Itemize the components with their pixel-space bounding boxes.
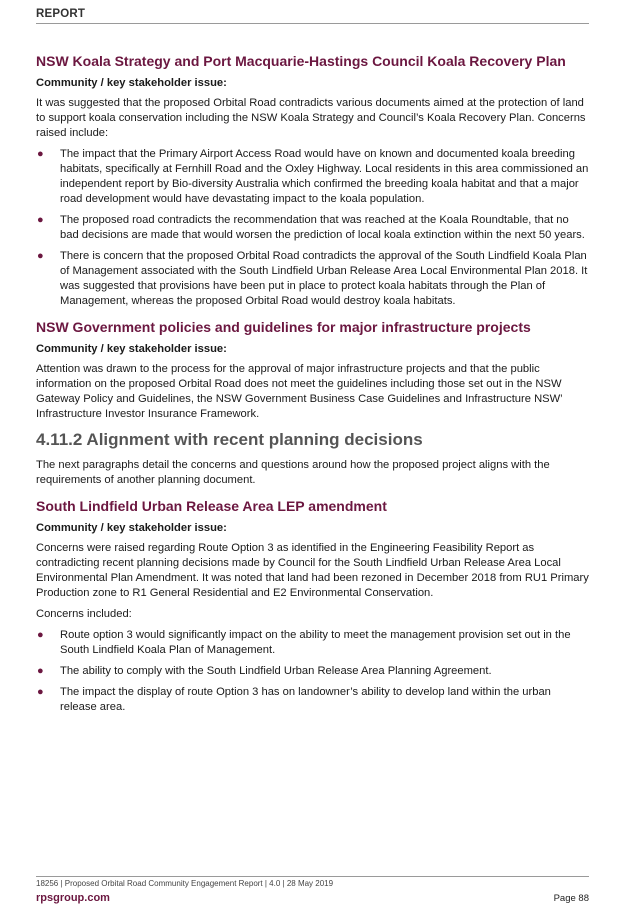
document-meta: 18256 | Proposed Orbital Road Community Engagement Report | 4.0 | 28 May 2019 bbox=[36, 879, 334, 888]
list-item: ● There is concern that the proposed Orbital Road contradicts the approval of the South Lindfield Koala Plan of Management associated with the South Lindfield Urban Release Area Local Environmental Plan 2018. It was suggested that provisions have been put in place to protect koala habitats through the Plan of Management, whereas the proposed Orbital Road would destroy koala habitats. bbox=[37, 250, 588, 307]
bullet-icon: ● bbox=[37, 148, 44, 160]
running-header: REPORT bbox=[36, 8, 589, 24]
bullet-icon: ● bbox=[37, 665, 44, 677]
lep-body-paragraph: Concerns were raised regarding Route Option 3 as identified in the Engineering Feasibility Report as contradicting recent planning decisions made by Council for the South Lindfield Urban Release Area Local Environmental Plan Amendment. It was noted that land had been rezoned in December 2018 from RU1 Primary Production zone to R1 General Residential and E2 Environmental Conservation. bbox=[36, 542, 589, 599]
alignment-section-heading: 4.11.2 Alignment with recent planning decisions bbox=[36, 430, 423, 449]
list-item: ● The proposed road contradicts the recommendation that was reached at the Koala Roundtable, that no bad decisions are made that would worsen the prediction of local koala extinction within the next 50 years. bbox=[37, 214, 585, 241]
page-footer bbox=[36, 876, 589, 904]
govt-policies-heading: NSW Government policies and guidelines for major infrastructure projects bbox=[36, 319, 531, 335]
concerns-included-label: Concerns included: bbox=[36, 608, 132, 620]
website-link[interactable]: rpsgroup.com bbox=[36, 892, 110, 904]
govt-body-paragraph: Attention was drawn to the process for the approval of major infrastructure projects and that the public information on the proposed Orbital Road does not meet the guidelines including those set out in the NSW Gateway Policy and Guidelines, the NSW Government Business Case Guidelines and Infrastructure NSW’ Infrastructure Investor Insurance Framework. bbox=[36, 363, 563, 420]
koala-stakeholder-subhead: Community / key stakeholder issue: bbox=[36, 77, 227, 89]
govt-stakeholder-subhead: Community / key stakeholder issue: bbox=[36, 343, 227, 355]
list-item: ● The ability to comply with the South Lindfield Urban Release Area Planning Agreement. bbox=[37, 665, 492, 677]
bullet-icon: ● bbox=[37, 686, 44, 698]
list-item: ● The impact that the Primary Airport Access Road would have on known and documented koala breeding habitats, specifically at Fernhill Road and the Oxley Highway. Local residents in this area commissioned an independent report by Bio-diversity Australia which confirmed the breeding koala habitat and that a major road development would have devastating impact to the koala population. bbox=[37, 148, 589, 205]
bullet-icon: ● bbox=[37, 629, 44, 641]
koala-concerns-list bbox=[36, 147, 589, 309]
main-content bbox=[36, 53, 589, 721]
lep-concerns-list bbox=[36, 628, 589, 715]
lep-amendment-heading: South Lindfield Urban Release Area LEP amendment bbox=[36, 498, 387, 514]
list-item: ● Route option 3 would significantly impact on the ability to meet the management provision set out in the South Lindfield Koala Plan of Management. bbox=[37, 629, 571, 656]
koala-strategy-heading: NSW Koala Strategy and Port Macquarie-Hastings Council Koala Recovery Plan bbox=[36, 53, 566, 69]
report-page bbox=[36, 0, 589, 906]
lep-stakeholder-subhead: Community / key stakeholder issue: bbox=[36, 522, 227, 534]
bullet-icon: ● bbox=[37, 214, 44, 226]
page-number: Page 88 bbox=[553, 893, 589, 904]
list-item: ● The impact the display of route Option 3 has on landowner’s ability to develop land within the urban release area. bbox=[37, 686, 551, 713]
alignment-body-paragraph: The next paragraphs detail the concerns and questions around how the proposed project aligns with the requirements of another planning document. bbox=[36, 459, 550, 486]
koala-intro-paragraph: It was suggested that the proposed Orbital Road contradicts various documents aimed at the protection of land to support koala conservation including the NSW Koala Strategy and Council’s Koala Recovery Plan. Concerns raised include: bbox=[36, 97, 586, 139]
bullet-icon: ● bbox=[37, 250, 44, 262]
